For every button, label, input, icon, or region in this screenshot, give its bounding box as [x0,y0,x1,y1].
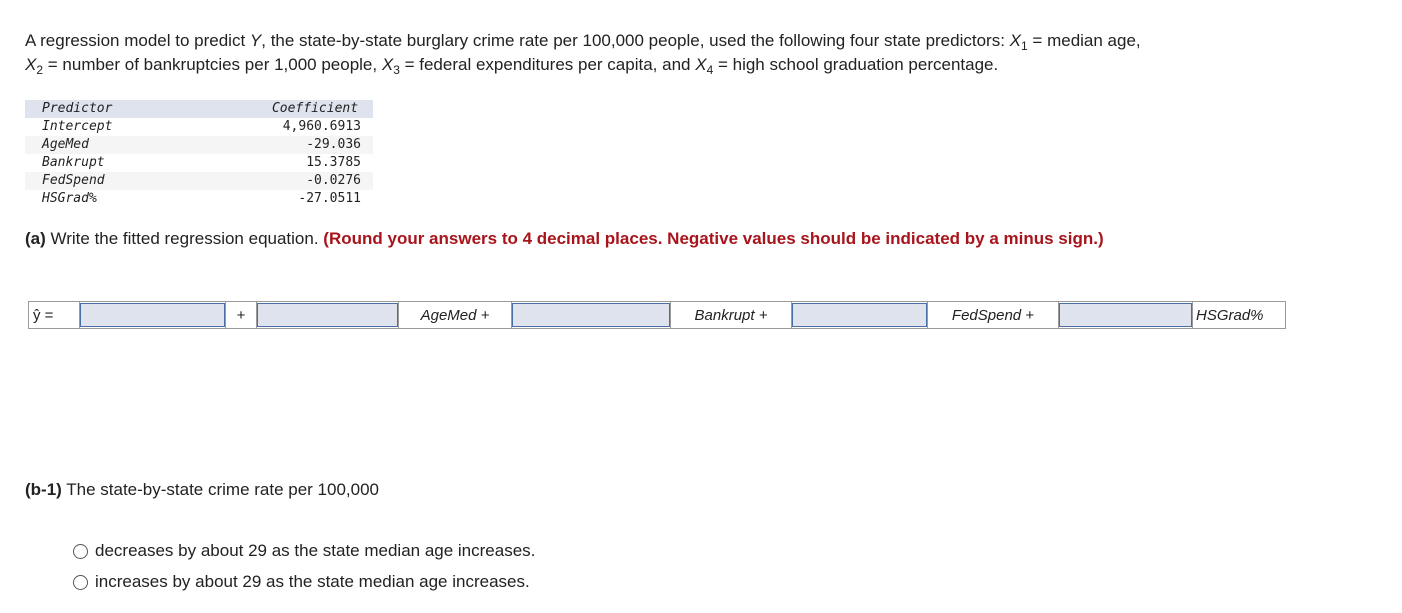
agemed-term-label: AgeMed + [398,302,512,328]
predictor-cell: AgeMed [42,137,89,152]
table-row [25,172,373,190]
coefficient-cell: 15.3785 [306,155,361,170]
coefficient-cell: -27.0511 [298,191,361,206]
bankrupt-term-label: Bankrupt + [670,302,792,328]
plus-label: + [225,302,257,328]
header-coefficient: Coefficient [271,101,359,116]
intercept-input[interactable] [80,303,225,327]
part-b1-label: (b-1) [25,480,62,499]
agemed-coef-input[interactable] [257,303,398,327]
problem-statement: A regression model to predict Y, the state-by-state burglary crime rate per 100,000 people, used the following four state predictors: $X_1$ = median age, $X_2$ = number of bankruptcies per 1,000 people, $X_3$ = federal expenditures per capita, and $X_4$ = high school graduation percentage. [25,31,1141,77]
hsgrad-term-label: HSGrad% [1192,302,1285,328]
bankrupt-coef-input[interactable] [512,303,670,327]
header-predictor: Predictor [42,101,113,116]
option-label: increases by about 29 as the state median age increases. [95,572,530,591]
predictor-cell: Bankrupt [42,155,105,170]
regression-equation-row [28,301,1286,329]
table-row [25,118,373,136]
table-row [25,136,373,154]
coefficient-cell: -0.0276 [306,173,361,188]
option-label: decreases by about 29 as the state median age increases. [95,541,536,560]
part-a-prompt: (a) Write the fitted regression equation. (Round your answers to 4 decimal places. Negative values should be indicated by a minus sign.) [25,229,1104,248]
radio-button[interactable] [73,544,88,559]
coefficient-cell: -29.036 [306,137,361,152]
table-row [25,190,373,208]
option-decreases[interactable] [73,540,535,562]
fedspend-term-label: FedSpend + [927,302,1059,328]
part-a-label: (a) [25,229,46,248]
rounding-instruction: (Round your answers to 4 decimal places. Negative values should be indicated by a minus sign.) [323,229,1104,248]
table-row [25,154,373,172]
coefficient-table [25,100,373,208]
predictor-cell: FedSpend [42,173,105,188]
option-increases[interactable] [73,571,530,593]
table-header-row [25,100,373,118]
fedspend-coef-input[interactable] [792,303,927,327]
part-b1-prompt: (b-1) The state-by-state crime rate per 100,000 [25,480,380,499]
yhat-label: ŷ = [29,302,80,328]
hsgrad-coef-input[interactable] [1059,303,1192,327]
predictor-cell: Intercept [42,119,113,134]
radio-button[interactable] [73,575,88,590]
predictor-cell: HSGrad% [42,191,97,206]
coefficient-cell: 4,960.6913 [282,119,361,134]
